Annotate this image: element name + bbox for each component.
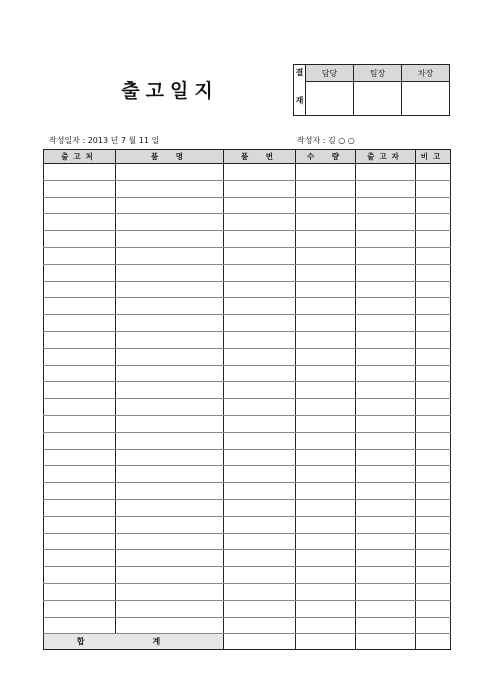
table-row (44, 331, 451, 348)
table-cell[interactable] (44, 298, 116, 315)
table-cell[interactable] (296, 264, 356, 281)
table-cell[interactable] (44, 180, 116, 197)
table-cell[interactable] (416, 298, 451, 315)
table-row (44, 365, 451, 382)
table-cell[interactable] (356, 483, 416, 500)
table-row (44, 247, 451, 264)
table-cell[interactable] (356, 315, 416, 332)
table-cell[interactable] (116, 483, 224, 500)
table-cell[interactable] (116, 382, 224, 399)
table-cell[interactable] (416, 449, 451, 466)
table-cell[interactable] (116, 315, 224, 332)
table-row (44, 550, 451, 567)
table-cell[interactable] (356, 180, 416, 197)
table-cell[interactable] (224, 399, 296, 416)
table-cell[interactable] (296, 281, 356, 298)
table-cell[interactable] (356, 365, 416, 382)
table-cell[interactable] (416, 617, 451, 634)
table-cell[interactable] (116, 449, 224, 466)
table-cell[interactable] (44, 264, 116, 281)
table-cell[interactable] (356, 499, 416, 516)
table-cell[interactable] (296, 550, 356, 567)
table-cell[interactable] (224, 331, 296, 348)
table-row (44, 466, 451, 483)
table-cell[interactable] (296, 331, 356, 348)
col-header-destination: 출고처 (44, 150, 116, 164)
table-cell[interactable] (416, 550, 451, 567)
table-cell[interactable] (116, 247, 224, 264)
table-cell[interactable] (224, 483, 296, 500)
table-cell[interactable] (296, 382, 356, 399)
table-cell[interactable] (296, 365, 356, 382)
table-cell[interactable] (416, 231, 451, 248)
table-cell[interactable] (116, 415, 224, 432)
table-cell[interactable] (116, 365, 224, 382)
table-cell[interactable] (224, 617, 296, 634)
table-cell[interactable] (116, 231, 224, 248)
table-cell[interactable] (296, 164, 356, 181)
table-cell[interactable] (416, 415, 451, 432)
table-cell[interactable] (356, 550, 416, 567)
table-row (44, 180, 451, 197)
table-cell[interactable] (116, 516, 224, 533)
table-cell[interactable] (44, 483, 116, 500)
table-row (44, 399, 451, 416)
table-cell[interactable] (356, 617, 416, 634)
table-cell[interactable] (356, 298, 416, 315)
table-cell[interactable] (116, 281, 224, 298)
table-cell[interactable] (224, 567, 296, 584)
table-cell[interactable] (296, 432, 356, 449)
table-cell[interactable] (416, 365, 451, 382)
table-cell[interactable] (44, 399, 116, 416)
table-cell[interactable] (416, 533, 451, 550)
table-cell[interactable] (356, 600, 416, 617)
table-cell[interactable] (44, 583, 116, 600)
table-cell[interactable] (44, 197, 116, 214)
table-cell[interactable] (296, 247, 356, 264)
table-cell[interactable] (416, 331, 451, 348)
table-cell[interactable] (296, 214, 356, 231)
table-cell[interactable] (416, 348, 451, 365)
table-cell[interactable] (416, 164, 451, 181)
table-cell[interactable] (224, 382, 296, 399)
table-cell[interactable] (44, 214, 116, 231)
approval-box (293, 64, 450, 116)
table-cell[interactable] (44, 499, 116, 516)
author: 작성자 : 김 ○ ○ (297, 136, 355, 145)
table-cell[interactable] (356, 382, 416, 399)
table-cell[interactable] (44, 449, 116, 466)
table-cell[interactable] (116, 533, 224, 550)
table-cell[interactable] (224, 180, 296, 197)
table-cell[interactable] (356, 466, 416, 483)
table-row (44, 449, 451, 466)
total-row (44, 634, 451, 650)
table-cell[interactable] (224, 281, 296, 298)
approval-signature-deputy[interactable] (402, 82, 450, 116)
total-cell[interactable] (224, 634, 296, 650)
table-cell[interactable] (296, 197, 356, 214)
table-cell[interactable] (116, 264, 224, 281)
table-row (44, 264, 451, 281)
table-cell[interactable] (356, 281, 416, 298)
table-cell[interactable] (116, 583, 224, 600)
table-cell[interactable] (224, 415, 296, 432)
table-cell[interactable] (356, 583, 416, 600)
table-cell[interactable] (44, 617, 116, 634)
table-cell[interactable] (296, 348, 356, 365)
table-cell[interactable] (356, 214, 416, 231)
table-cell[interactable] (356, 164, 416, 181)
table-cell[interactable] (296, 533, 356, 550)
table-cell[interactable] (116, 432, 224, 449)
col-header-item-number: 품 번 (224, 150, 296, 164)
col-header-quantity: 수 량 (296, 150, 356, 164)
table-cell[interactable] (224, 533, 296, 550)
table-cell[interactable] (116, 197, 224, 214)
table-cell[interactable] (116, 550, 224, 567)
table-cell[interactable] (296, 483, 356, 500)
table-cell[interactable] (44, 550, 116, 567)
table-cell[interactable] (296, 466, 356, 483)
table-cell[interactable] (224, 365, 296, 382)
approval-signature-team-leader[interactable] (354, 82, 402, 116)
approval-side-label (294, 65, 306, 116)
table-cell[interactable] (44, 415, 116, 432)
table-cell[interactable] (116, 164, 224, 181)
table-cell[interactable] (44, 231, 116, 248)
approval-side-top: 결 (295, 68, 304, 77)
table-cell[interactable] (416, 567, 451, 584)
table-cell[interactable] (224, 348, 296, 365)
table-cell[interactable] (296, 617, 356, 634)
total-cell[interactable] (416, 634, 451, 650)
table-cell[interactable] (416, 382, 451, 399)
table-cell[interactable] (44, 247, 116, 264)
table-cell[interactable] (356, 331, 416, 348)
table-row (44, 231, 451, 248)
table-cell[interactable] (116, 600, 224, 617)
table-cell[interactable] (224, 583, 296, 600)
table-cell[interactable] (296, 399, 356, 416)
table-cell[interactable] (356, 567, 416, 584)
table-cell[interactable] (116, 298, 224, 315)
table-cell[interactable] (224, 600, 296, 617)
shipping-log-table (43, 149, 451, 650)
approval-header-deputy: 차장 (402, 65, 450, 82)
col-header-remarks: 비고 (416, 150, 451, 164)
table-cell[interactable] (296, 180, 356, 197)
col-header-item-name: 품 명 (116, 150, 224, 164)
table-cell[interactable] (224, 516, 296, 533)
table-cell[interactable] (296, 231, 356, 248)
table-cell[interactable] (296, 415, 356, 432)
table-cell[interactable] (356, 415, 416, 432)
total-label: 합 계 (44, 634, 224, 650)
table-cell[interactable] (416, 197, 451, 214)
table-row (44, 281, 451, 298)
table-cell[interactable] (116, 180, 224, 197)
table-cell[interactable] (296, 298, 356, 315)
table-row (44, 516, 451, 533)
table-cell[interactable] (44, 382, 116, 399)
table-row (44, 483, 451, 500)
table-cell[interactable] (116, 466, 224, 483)
table-cell[interactable] (416, 466, 451, 483)
table-cell[interactable] (356, 247, 416, 264)
table-body (44, 164, 451, 634)
table-cell[interactable] (116, 399, 224, 416)
table-cell[interactable] (224, 315, 296, 332)
table-cell[interactable] (416, 432, 451, 449)
table-cell[interactable] (356, 399, 416, 416)
table-row (44, 432, 451, 449)
table-cell[interactable] (116, 567, 224, 584)
table-cell[interactable] (416, 247, 451, 264)
table-cell[interactable] (116, 331, 224, 348)
table-row (44, 415, 451, 432)
table-cell[interactable] (224, 231, 296, 248)
table-cell[interactable] (44, 315, 116, 332)
table-row (44, 315, 451, 332)
total-cell[interactable] (296, 634, 356, 650)
table-row (44, 583, 451, 600)
table-cell[interactable] (356, 231, 416, 248)
table-cell[interactable] (44, 466, 116, 483)
date-written: 작성일자 : 2013 년 7 월 11 일 (49, 136, 160, 145)
table-cell[interactable] (416, 583, 451, 600)
table-row (44, 533, 451, 550)
table-cell[interactable] (224, 298, 296, 315)
table-cell[interactable] (44, 516, 116, 533)
table-row (44, 499, 451, 516)
table-cell[interactable] (44, 348, 116, 365)
table-cell[interactable] (416, 516, 451, 533)
table-cell[interactable] (44, 331, 116, 348)
table-cell[interactable] (296, 600, 356, 617)
page-title: 출고일지 (121, 80, 219, 102)
table-cell[interactable] (416, 483, 451, 500)
table-cell[interactable] (224, 432, 296, 449)
table-cell[interactable] (356, 533, 416, 550)
table-cell[interactable] (356, 197, 416, 214)
table-cell[interactable] (296, 516, 356, 533)
table-row (44, 600, 451, 617)
table-cell[interactable] (296, 499, 356, 516)
table-row (44, 298, 451, 315)
table-cell[interactable] (44, 365, 116, 382)
table-cell[interactable] (416, 281, 451, 298)
table-cell[interactable] (416, 399, 451, 416)
table-row (44, 197, 451, 214)
table-row (44, 617, 451, 634)
table-header-row (44, 150, 451, 164)
table-row (44, 382, 451, 399)
table-row (44, 214, 451, 231)
table-cell[interactable] (224, 164, 296, 181)
table-cell[interactable] (416, 499, 451, 516)
table-row (44, 164, 451, 181)
table-cell[interactable] (356, 432, 416, 449)
table-cell[interactable] (224, 264, 296, 281)
table-cell[interactable] (44, 281, 116, 298)
approval-signature-staff[interactable] (306, 82, 354, 116)
table-cell[interactable] (296, 449, 356, 466)
table-cell[interactable] (44, 567, 116, 584)
table-cell[interactable] (116, 617, 224, 634)
table-cell[interactable] (296, 567, 356, 584)
table-cell[interactable] (224, 449, 296, 466)
table-row (44, 348, 451, 365)
table-cell[interactable] (296, 315, 356, 332)
table-cell[interactable] (224, 499, 296, 516)
table-cell[interactable] (116, 348, 224, 365)
table-cell[interactable] (116, 499, 224, 516)
table-cell[interactable] (416, 315, 451, 332)
table-cell[interactable] (356, 348, 416, 365)
table-cell[interactable] (224, 466, 296, 483)
table-cell[interactable] (44, 600, 116, 617)
table-cell[interactable] (416, 600, 451, 617)
table-cell[interactable] (224, 550, 296, 567)
table-cell[interactable] (416, 180, 451, 197)
table-cell[interactable] (224, 214, 296, 231)
col-header-shipper: 출고자 (356, 150, 416, 164)
approval-side-bottom: 재 (295, 96, 304, 105)
table-cell[interactable] (44, 533, 116, 550)
table-cell[interactable] (356, 264, 416, 281)
total-cell[interactable] (356, 634, 416, 650)
approval-header-staff: 담당 (306, 65, 354, 82)
table-cell[interactable] (44, 164, 116, 181)
table-cell[interactable] (356, 516, 416, 533)
approval-header-team-leader: 팀장 (354, 65, 402, 82)
table-cell[interactable] (356, 449, 416, 466)
table-cell[interactable] (224, 247, 296, 264)
table-cell[interactable] (116, 214, 224, 231)
table-cell[interactable] (224, 197, 296, 214)
table-cell[interactable] (416, 264, 451, 281)
table-cell[interactable] (296, 583, 356, 600)
table-cell[interactable] (44, 432, 116, 449)
table-row (44, 567, 451, 584)
table-cell[interactable] (416, 214, 451, 231)
